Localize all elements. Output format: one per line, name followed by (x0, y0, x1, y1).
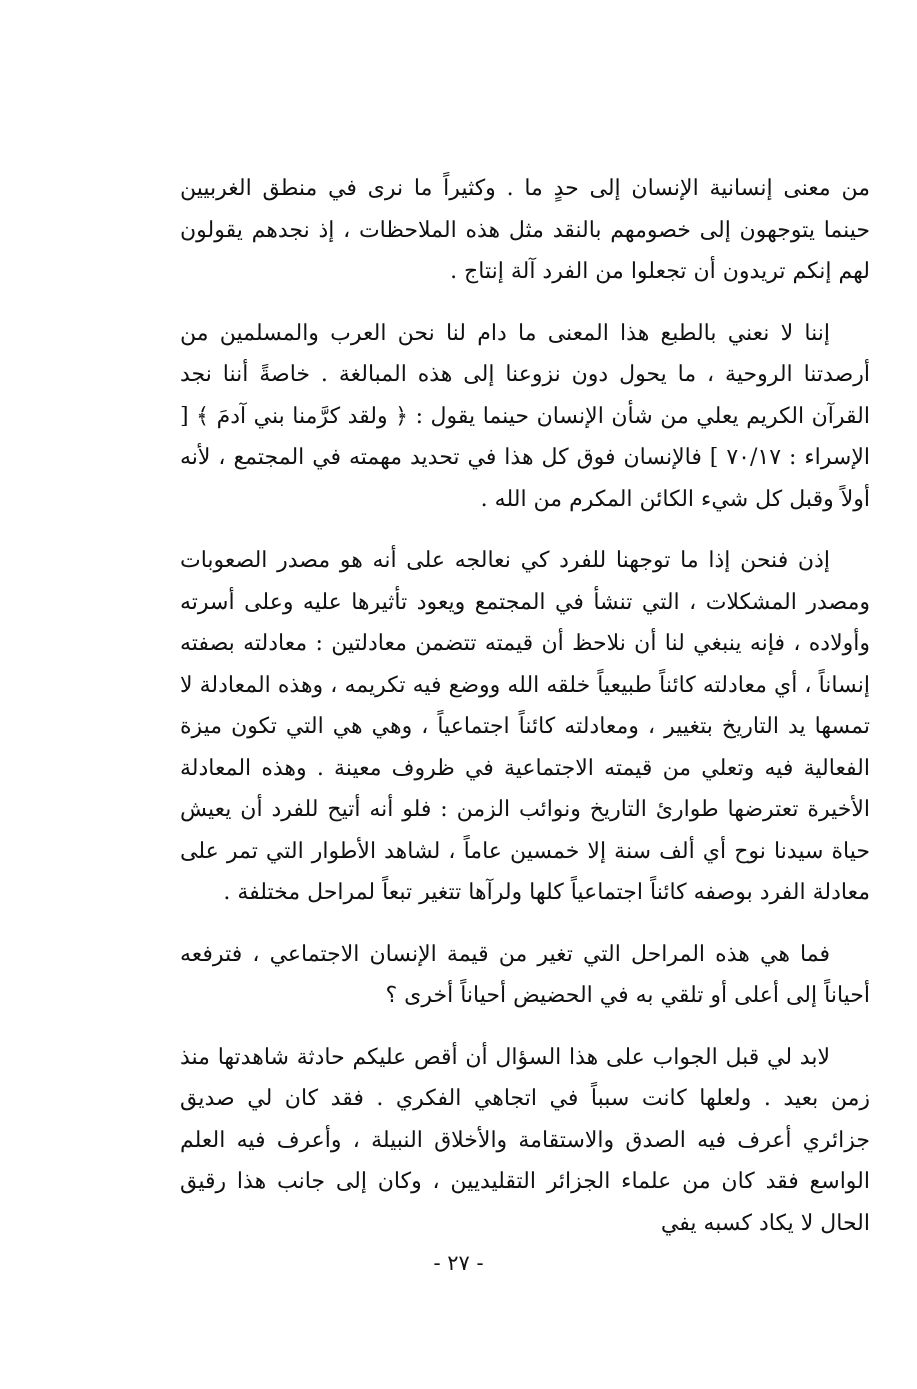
paragraph-5: لابد لي قبل الجواب على هذا السؤال أن أقص عليكم حادثة شاهدتها منذ زمن بعيد . ولعلها كانت سبباً في اتجاهي الفكري . فقد كان لي صديق جزائري أعرف فيه الصدق والاستقامة والأخلاق النبيلة ، وأعرف فيه العلم الواسع فقد كان من علماء الجزائر التقليديين ، وكان إلى جانب هذا رقيق الحال لا يكاد كسبه يفي (180, 1044, 870, 1236)
page-number: - ٢٧ - (433, 1251, 484, 1275)
paragraph-4: فما هي هذه المراحل التي تغير من قيمة الإنسان الاجتماعي ، فترفعه أحياناً إلى أعلى أو تلقي به في الحضيض أحياناً أخرى ؟ (180, 941, 870, 1008)
paragraph-2: إننا لا نعني بالطبع هذا المعنى ما دام لنا نحن العرب والمسلمين من أرصدتنا الروحية ، ما يحول دون نزوعنا إلى هذه المبالغة . خاصةً أننا نجد القرآن الكريم يعلي من شأن الإنسان حينما يقول : ﴿ ولقد كرَّمنا بني آدمَ ﴾ [ الإسراء : ٧٠/١٧ ] فالإنسان فوق كل هذا في تحديد مهمته في المجتمع ، لأنه أولاً وقبل كل شيء الكائن المكرم من الله . (180, 320, 871, 512)
paragraph-3: إذن فنحن إذا ما توجهنا للفرد كي نعالجه على أنه هو مصدر الصعوبات ومصدر المشكلات ، التي تنشأ في المجتمع ويعود تأثيرها عليه وعلى أسرته وأولاده ، فإنه ينبغي لنا أن نلاحظ أن قيمته تتضمن معادلتين : معادلته بصفته إنساناً ، أي معادلته كائناً طبيعياً خلقه الله ووضع فيه تكريمه ، وهذه المعادلة لا تمسها يد التاريخ بتغيير ، ومعادلته كائناً اجتماعياً ، وهي هي التي تكون ميزة الفعالية فيه وتعلي من قيمته الاجتماعية في ظروف معينة . وهذه المعادلة الأخيرة تعترضها طوارئ التاريخ ونوائب الزمن : فلو أنه أتيح للفرد أن يعيش حياة سيدنا نوح أي ألف سنة إلا خمسين عاماً ، لشاهد الأطوار التي تمر على معادلة الفرد بوصفه كائناً اجتماعياً كلها ولرآها تتغير تبعاً لمراحل مختلفة . (180, 548, 870, 905)
paragraph-1: من معنى إنسانية الإنسان إلى حدٍ ما . وكثيراً ما نرى في منطق الغربيين حينما يتوجهون إلى خصومهم بالنقد مثل هذه الملاحظات ، إذ نجدهم يقولون لهم إنكم تريدون أن تجعلوا من الفرد آلة إنتاج . (180, 176, 870, 284)
body-text (180, 168, 870, 1264)
